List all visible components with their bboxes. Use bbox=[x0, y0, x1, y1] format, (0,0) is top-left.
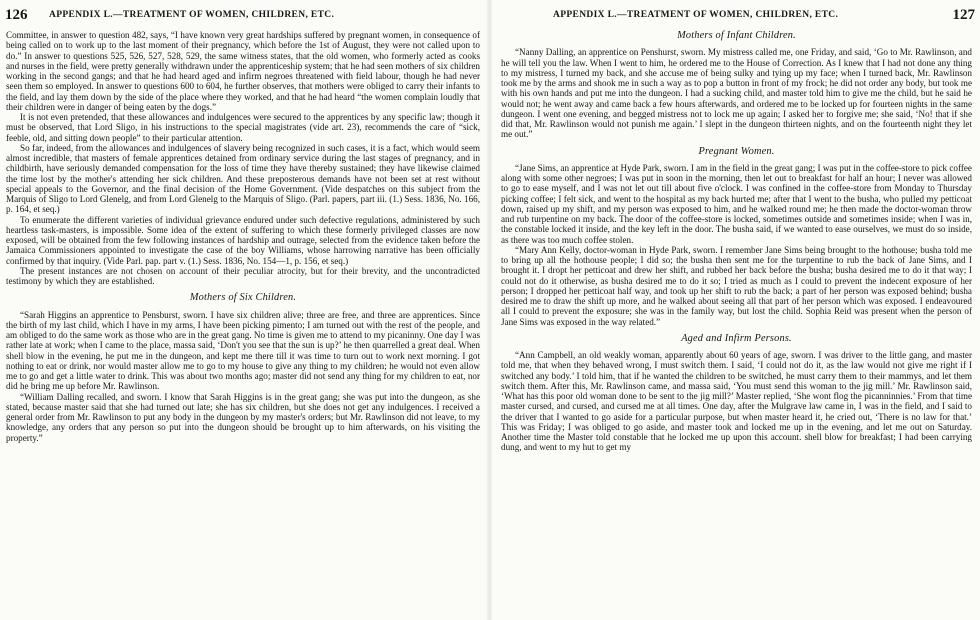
running-head: APPENDIX L.—TREATMENT OF WOMEN, CHILDREN, ETC. bbox=[553, 10, 839, 20]
paragraph: Committee, in answer to question 482, says, “I have known very great hardships suffered by pregnant women, in consequence of being called on to work up to the last moment of their pregnancy, which before the 1st of August, they were not called upon to do.” In answer to questions 525, 526, 527, 528, 529, the same witness states, that the old women, who formerly acted as cooks and nurses in the field, were pretty generally withdrawn under the apprenticeship system; that he had seen mothers of six children working in the second gangs; and that he had heard aged and infirm negroes threatened with field labour, though he had never seen them so employed. In answer to questions 600 to 604, he further observes, that mothers were obliged to carry their infants to the field, and lay them down by the side of the place where they worked, and that he had heard “the women complain loudly that their children were in danger of being eaten by the dogs.” bbox=[6, 30, 480, 112]
paragraph: So far, indeed, from the allowances and indulgences of slavery being recognized in such cases, it is a fact, which would seem almost incredible, that masters of female apprentices detained from ordinary service during the last stages of pregnancy, and in childbirth, have seriously demanded compensation for the loss of time they have thereby sustained; they have likewise claimed the time lost by the mother's attending her sick children. And these preposterous demands have not been set at rest without special appeals to the Governor, and the final decision of the Home Government. (Vide despatches on this subject from the Marquis of Sligo to Lord Glenelg, and from Lord Glenelg to the Marquis of Sligo. (Parl. papers, part iii. (1.) Sess. 1836, No. 166, p. 164, et seq.) bbox=[6, 142, 480, 215]
section-heading: Aged and Infirm Persons. bbox=[681, 332, 792, 344]
paragraph: “Ann Campbell, an old weakly woman, apparently about 60 years of age, sworn. I was driver to the little gang, and master told me, that when they behaved wrong, I must switch them. I said, ‘I could not do it, as the law would not give me right if I switched any body.’ I told him, that if he wanted the children to be switched, he must carry them to their mammys, and let them switch them. After this, Mr. Rawlinson came, and massa said, ‘You must send this woman to the jig mill.’ Mr. Rawlinson said, ‘What has this poor old woman done to be sent to the jig mill?’ Master replied, ‘She wont flog the picanninnies.’ From that time master cursed, and cursed, and cursed me at all times. One day, after the Mulgrave law came in, I was in the field, and I said to the driver that I wanted to go aside for a particular purpose, but when master heard it, he cried out, ‘There is no law for that.’ This was Friday; I was obliged to go aside, and master took and locked me up in the evening, and let me out on Saturday. Another time the Master told constable that he locked me up upon this account. shell blow for breakfast; I had been carrying dung, and went to my hut to get my bbox=[501, 350, 972, 453]
paragraph: The present instances are not chosen on account of their peculiar atrocity, but for their brevity, and the uncontradicted testimony by which they are established. bbox=[6, 265, 480, 286]
left-page-body bbox=[6, 30, 480, 443]
paragraph: “Sarah Higgins an apprentice to Pensburst, sworn. I have six children alive; three are free, and three are apprentices. Since the birth of my last child, which I have in my arms, I have been picking pimento; I am turned out with the rest of the people, and am obliged to do the same work as those who are in the great gang. No time is given me to attend to my picaninny. One day I was rather late at work; when I came to the place, massa said, ‘Don't you see that the sun is up?’ he then quarrelled a great deal. When shell blow in the evening, he put me in the dungeon, and kept me there till it was time to turn out to work next morning. I got nothing to eat or drink, nor would master allow me to go to my house to give any thing to my children; he would not even allow me to go and get a little water to drink. This was about two months ago; master did not send any thing for my children to eat, nor did he bring me up before Mr. Rawlinson. bbox=[6, 309, 480, 392]
paragraph: To enumerate the different varieties of individual grievance endured under such defective regulations, administered by such heartless task-masters, is impossible. Some idea of the extent of suffering to which these formerly privileged classes are now exposed, will be obtained from the few following instances of hardship and outrage, selected from the evidence taken before the Jamaica Commissioners appointed to investigate the case of the boy Williams, whose harrowing narrative has been officially confirmed by that inquiry. (Vide Parl. pap. part v. (1.) Sess. 1836, No. 154—1, p. 156, et seq.) bbox=[6, 214, 480, 266]
page-number: 127 bbox=[952, 7, 975, 23]
right-page bbox=[494, 0, 980, 620]
right-page-body bbox=[501, 31, 972, 453]
paragraph: “Nanny Dalling, an apprentice on Penshurst, sworn. My mistress called me, one Friday, and said, ‘Go to Mr. Rawlinson, and he will tell you the law. When I went to him, he ordered me to the House of Correction. As I knew that I had not done any thing to my mistress, I turned my back, and she accuse me of being sulky and tying up my face; when I turned back, Mr. Rawlinson took me by the arms and shook me in such a way as to pop a button in front of my frock; he did not order any body, but took me with his own hands and put me into the dungeon. I had a sucking child, and master told him to give me the child, but he said he would not; he went away and came back a few hours afterwards, and ordered me to be locked up for fourteen nights in the same dungeon. I went one evening, and begged mistress not to lock me up again; I asked her to forgive me; she said, ‘No! that if she did that, Mr. Rawlinson would not punish me again.’ I slept in the dungeon thirteen nights, and on the fourteenth night they let me out.” bbox=[501, 47, 972, 140]
paragraph: “Mary Ann Kelly, doctor-woman in Hyde Park, sworn. I remember Jane Sims being brought to the hothouse; busha told me to bring up all the hothouse people; I did so; the busha then sent me for the turpentine to rub the back of Jane Sims, and I brought it. I dropt her petticoat and drew her shift, and rubbed her back before the busha; busha desired me to do it that way; I could not do it otherwise, as busha desired me to do it so; I tried as much as I could to prevent the indecent exposure of her person; I dropped her petticoat half way, and took up her shift to rub the back; a part of her person was exposed behind; busha desired me to draw the shift up more, and he walked about seeing all that part of her person which was exposed. I endeavoured all I could to prevent the exposure; she was in the family way, but lost the child. Sophia Reid was present when the person of Jane Sims was exposed in the way related.” bbox=[501, 244, 972, 327]
section-heading: Mothers of Six Children. bbox=[189, 292, 297, 304]
page-number: 126 bbox=[5, 7, 28, 23]
right-page-header bbox=[500, 6, 975, 24]
paragraph: “William Dalling recalled, and sworn. I know that Sarah Higgins is in the great gang; she was put into the dungeon, as she stated, because master said that she had turned out late; she has six children, but she does not get any indulgences. I received a general order from Mr. Rawlinson to put any body in the dungeon by my master's orders; but Mr. Rawlinson did not leave, to my knowledge, any orders that any person so put into the dungeon should be brought up to him afterwards, on his visiting the property.” bbox=[6, 391, 480, 443]
left-page-header bbox=[5, 6, 481, 24]
section-heading: Mothers of Infant Children. bbox=[677, 30, 796, 41]
left-page bbox=[0, 0, 485, 620]
section-heading: Pregnant Women. bbox=[698, 145, 775, 157]
paragraph: “Jane Sims, an apprentice at Hyde Park, sworn. I am in the field in the great gang; I was put in the coffee-store to pick coffee along with some other negroes; I was put in soon in the morning, then let out to breakfast for half an hour; I never was allowed to go to ease myself, and I was not let out till about five o'clock. I was confined in the coffee-store from Monday to Thursday picking coffee; I felt sick, and went to the hospital as my back hurted me; after that I went to the busha, who pulled my petticoat down, raised up my shift, and my person was exposed to him, and he walked round me; he then made the doctor-woman throw and rub turpentine on my back. The door of the coffee-store is locked, sometimes outside and sometimes inside; when I was in, the constable locked it inside, and the key left in the door. The busha said, if we wanted to ease ourselves, we must do so inside, as there was too much coffee stolen. bbox=[501, 162, 972, 245]
running-head: APPENDIX L.—TREATMENT OF WOMEN, CHILDREN, ETC. bbox=[49, 10, 335, 20]
paragraph: It is not even pretended, that these allowances and indulgences were secured to the apprentices by any specific law; though it must be observed, that Lord Sligo, in his instructions to the special magistrates (vide art. 23), recommends the care of “sick, feeble, old, and sitting down people” to their particular attention. bbox=[6, 112, 480, 143]
book-gutter bbox=[486, 0, 493, 620]
